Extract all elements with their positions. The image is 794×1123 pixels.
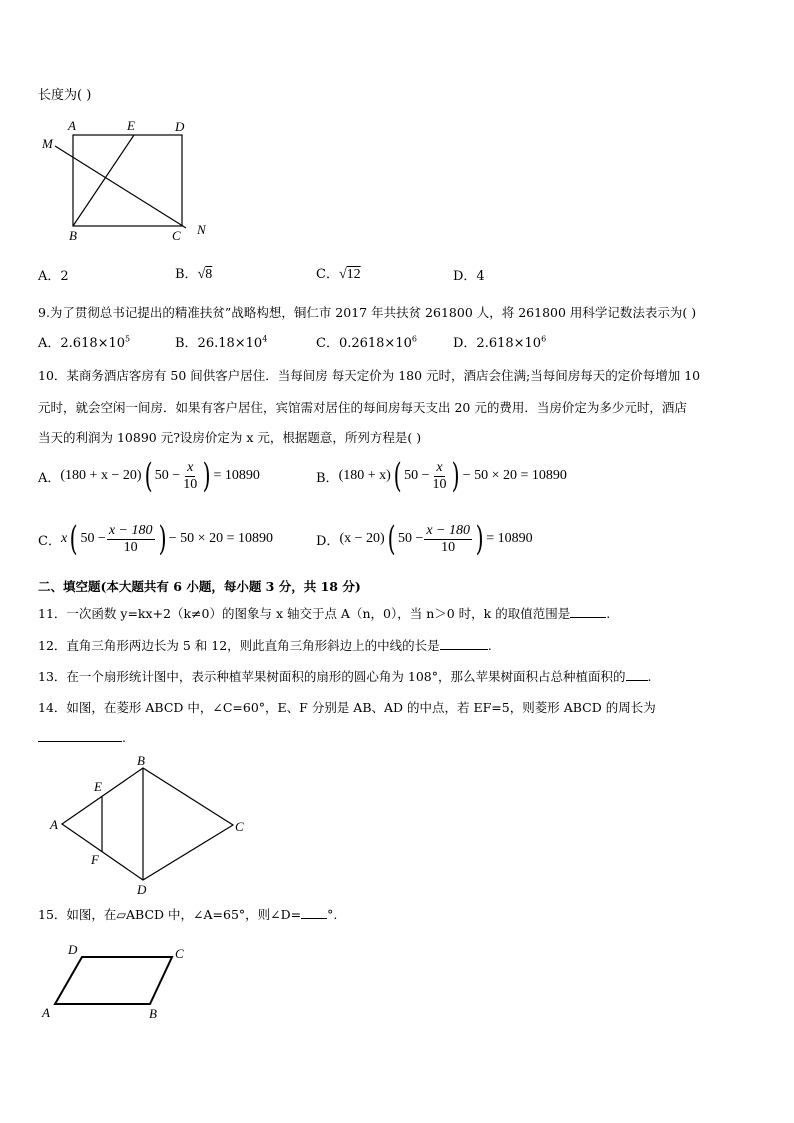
- label-a: A: [50, 817, 58, 832]
- label-d: D: [175, 119, 185, 134]
- label-c: C: [172, 228, 181, 243]
- parallelogram-abcd: [55, 957, 172, 1004]
- q8-option-d: D．4: [453, 269, 485, 284]
- radicand-c: 12: [346, 267, 361, 282]
- option-b-label: B．: [175, 267, 198, 282]
- question-10-line-3: 当天的利润为 10890 元?设房价定为 x 元，根据题意，所列方程是( ): [38, 430, 422, 445]
- q10-option-b: B． (180 + x) ( 50 − $\frac{x}{10}$ ) − 50 × 20 = 10890: [316, 456, 567, 496]
- segment-eb: [73, 135, 134, 226]
- q10-option-a: A． (180 + x − 20) ( 50 − $\frac{x}{10}$ ) = 10890: [38, 456, 260, 496]
- question-11: 11．一次函数 y=kx+2（k≠0）的图象与 x 轴交于点 A（n，0），当 n＞0 时，k 的取值范围是 .: [38, 606, 611, 621]
- label-b: B: [69, 228, 77, 243]
- label-f: F: [91, 852, 99, 867]
- label-d: D: [68, 942, 78, 957]
- label-c: C: [235, 819, 244, 834]
- q8-figure: [38, 116, 228, 246]
- label-b: B: [137, 753, 145, 768]
- q9-option-b: B．$26.18\times 10^4$: [175, 334, 268, 351]
- label-n: N: [197, 222, 206, 237]
- section-2-heading: 二、填空题(本大题共有 6 小题，每小题 3 分，共 18 分): [38, 579, 361, 594]
- radicand-b: 8: [205, 267, 213, 282]
- q10-option-d: D． (x − 20) ( 50 − $\frac{x - 180}{10}$ ) = 10890: [316, 519, 533, 559]
- q9-option-a: A．$2.618\times 10^5$: [38, 334, 131, 351]
- label-e: E: [94, 779, 102, 794]
- q8-option-a: A．2: [38, 269, 69, 284]
- q8-option-b: B．√8: [175, 267, 213, 282]
- question-8-stem-tail: 长度为( ): [38, 88, 92, 103]
- question-10-line-1: 10．某商务酒店客房有 50 间供客户居住．当每间房 每天定价为 180 元时，酒店会住满;当每间房每天的定价每增加 10: [38, 368, 701, 383]
- answer-blank-12[interactable]: [440, 649, 488, 650]
- question-12: 12．直角三角形两边长为 5 和 12，则此直角三角形斜边上的中线的长是 .: [38, 638, 492, 653]
- label-d: D: [137, 882, 147, 897]
- q14-rhombus-figure: [38, 752, 258, 897]
- label-b: B: [149, 1006, 157, 1021]
- answer-blank-13[interactable]: [626, 680, 648, 681]
- answer-blank-14[interactable]: [38, 741, 122, 742]
- q9-option-d: D．$2.618\times 10^6$: [453, 334, 547, 351]
- rhombus-abcd: [62, 768, 233, 880]
- q10-option-c: C． x ( 50 − $\frac{x - 180}{10}$ ) − 50 × 20 = 10890: [38, 519, 273, 559]
- label-c: C: [175, 946, 184, 961]
- label-e: E: [127, 118, 135, 133]
- question-10-line-2: 元时，就会空闲一间房．如果有客户居住，宾馆需对居住的每间房每天支出 20 元的费用．当房价定为多少元时，酒店: [38, 400, 687, 415]
- rectangle-abcd: [73, 135, 182, 226]
- label-a: A: [42, 1005, 50, 1020]
- question-14: 14．如图，在菱形 ABCD 中，∠C=60°，E、F 分别是 AB、AD 的中点，若 EF=5，则菱形 ABCD 的周长为: [38, 700, 656, 715]
- answer-blank-15[interactable]: [301, 918, 327, 919]
- question-13: 13．在一个扇形统计图中，表示种植苹果树面积的扇形的圆心角为 108°，那么苹果树面积占总种植面积的 .: [38, 669, 652, 684]
- question-14-answer-line: .: [38, 730, 126, 745]
- q9-option-c: C．$0.2618\times 10^6$: [316, 334, 417, 351]
- line-mn: [55, 146, 186, 228]
- answer-blank-11[interactable]: [570, 617, 606, 618]
- label-m: M: [42, 136, 53, 151]
- q8-option-c: C．√12: [316, 267, 361, 282]
- option-c-label: C．: [316, 267, 339, 282]
- question-9-stem: 9.为了贯彻总书记提出的精准扶贫”战略构想，铜仁市 2017 年共扶贫 261800 人，将 261800 用科学记数法表示为( ): [38, 305, 697, 320]
- label-a: A: [68, 118, 76, 133]
- q15-parallelogram-figure: [38, 936, 208, 1026]
- question-15: 15．如图，在▱ABCD 中，∠A=65°，则∠D= °.: [38, 907, 338, 922]
